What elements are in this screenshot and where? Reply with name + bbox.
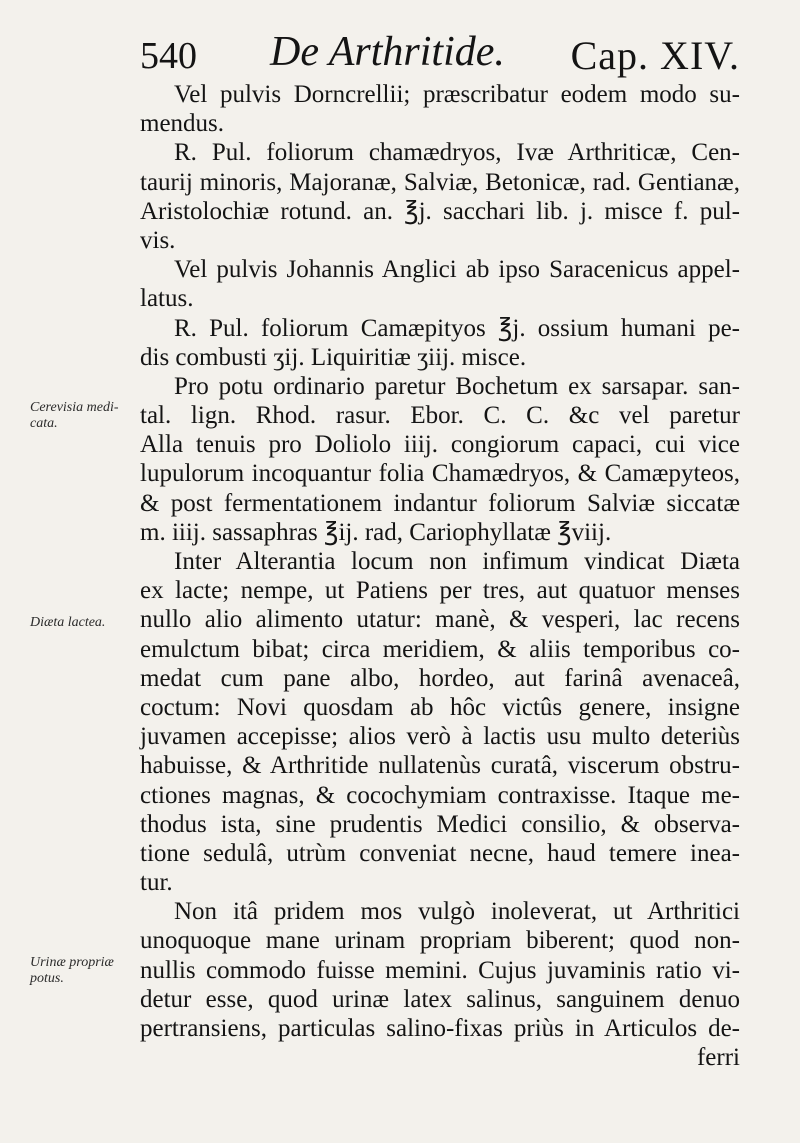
page-header: [140, 28, 740, 84]
text-line: thodus ista, sine prudentis Medici consilio, & observa-: [140, 810, 740, 838]
text-line: vis.: [140, 226, 176, 254]
text-line: Pro potu ordinario paretur Bochetum ex sarsapar. san-: [174, 372, 740, 400]
text-line: tione sedulâ, utrùm conveniat necne, haud temere inea-: [140, 839, 740, 867]
text-line: Aristolochiæ rotund. an. ℥j. sacchari lib. j. misce f. pul-: [140, 197, 740, 225]
text-line: ferri: [696, 1044, 740, 1072]
text-line: mendus.: [140, 110, 225, 138]
text-line: tal. lign. Rhod. rasur. Ebor. C. C. &c vel paretur: [140, 402, 740, 430]
text-line: lupulorum incoquantur folia Chamædryos, & Camæpyteos,: [140, 460, 740, 488]
text-line: ctiones magnas, & cocochymiam contraxisse. Itaque me-: [140, 781, 740, 809]
marginal-note-diaeta: [30, 615, 142, 631]
text-line: R. Pul. foliorum Camæpityos ℥j. ossium humani pe-: [174, 314, 740, 342]
marginal-line: Urinæ propriæ: [30, 955, 114, 970]
text-line: juvamen accepisse; alios verò à lactis usu multo deteriùs: [140, 723, 740, 751]
page-number: 540: [140, 35, 197, 77]
chapter-heading: Cap. XIV.: [570, 33, 740, 78]
text-line: ex lacte; nempe, ut Patiens per tres, aut quatuor menses: [140, 577, 740, 605]
text-line: R. Pul. foliorum chamædryos, Ivæ Arthriticæ, Cen-: [174, 139, 740, 167]
text-line: dis combusti ʒij. Liquiritiæ ʒiij. misce.: [140, 343, 527, 371]
text-line: pertransiens, particulas salino-fixas priùs in Articulos de-: [140, 1015, 740, 1042]
text-line: Vel pulvis Johannis Anglici ab ipso Saracenicus appel-: [174, 256, 740, 284]
marginal-note-cerevisia: [30, 400, 142, 432]
text-line: tur.: [140, 869, 173, 897]
text-line: Inter Alterantia locum non infimum vindicat Diæta: [174, 548, 740, 575]
text-line: coctum: Novi quosdam ab hôc victûs genere, insigne: [140, 693, 740, 721]
marginal-line: potus.: [30, 971, 64, 986]
text-line: latus.: [140, 285, 194, 313]
text-line: medat cum pane albo, hordeo, aut farinâ avenaceâ,: [140, 664, 740, 692]
text-line: unoquoque mane urinam propriam biberent; quod non-: [140, 927, 740, 955]
text-line: Alla tenuis pro Doliolo iiij. congiorum capaci, cui vice: [140, 431, 740, 459]
text-line: nullis commodo fuisse memini. Cujus juvaminis ratio vi-: [140, 956, 740, 984]
marginal-line: cata.: [30, 416, 58, 431]
text-line: m. iiij. sassaphras ℥ij. rad, Cariophyllatæ ℥viij.: [140, 518, 612, 546]
marginal-line: Diæta lactea.: [30, 615, 106, 630]
marginal-line: Cerevisia medi-: [30, 400, 119, 415]
text-line: habuisse, & Arthritide nullatenùs curatâ, viscerum obstru-: [140, 752, 740, 780]
text-line: taurij minoris, Majoranæ, Salviæ, Betonicæ, rad. Gentianæ,: [140, 168, 740, 196]
marginal-note-urinae: [30, 955, 142, 987]
text-line: Non itâ pridem mos vulgò inoleverat, ut Arthritici: [174, 898, 740, 926]
text-line: emulctum bibat; circa meridiem, & aliis temporibus co-: [140, 635, 740, 663]
text-line: & post fermentationem indantur foliorum Salviæ siccatæ: [140, 489, 740, 517]
body-text: [140, 80, 740, 1072]
running-title: De Arthritide.: [270, 29, 505, 75]
text-line: detur esse, quod urinæ latex salinus, sanguinem denuo: [140, 985, 740, 1013]
text-line: nullo alio alimento utatur: manè, & vesperi, lac recens: [140, 606, 740, 634]
text-line: Vel pulvis Dorncrellii; præscribatur eodem modo su-: [174, 81, 740, 108]
